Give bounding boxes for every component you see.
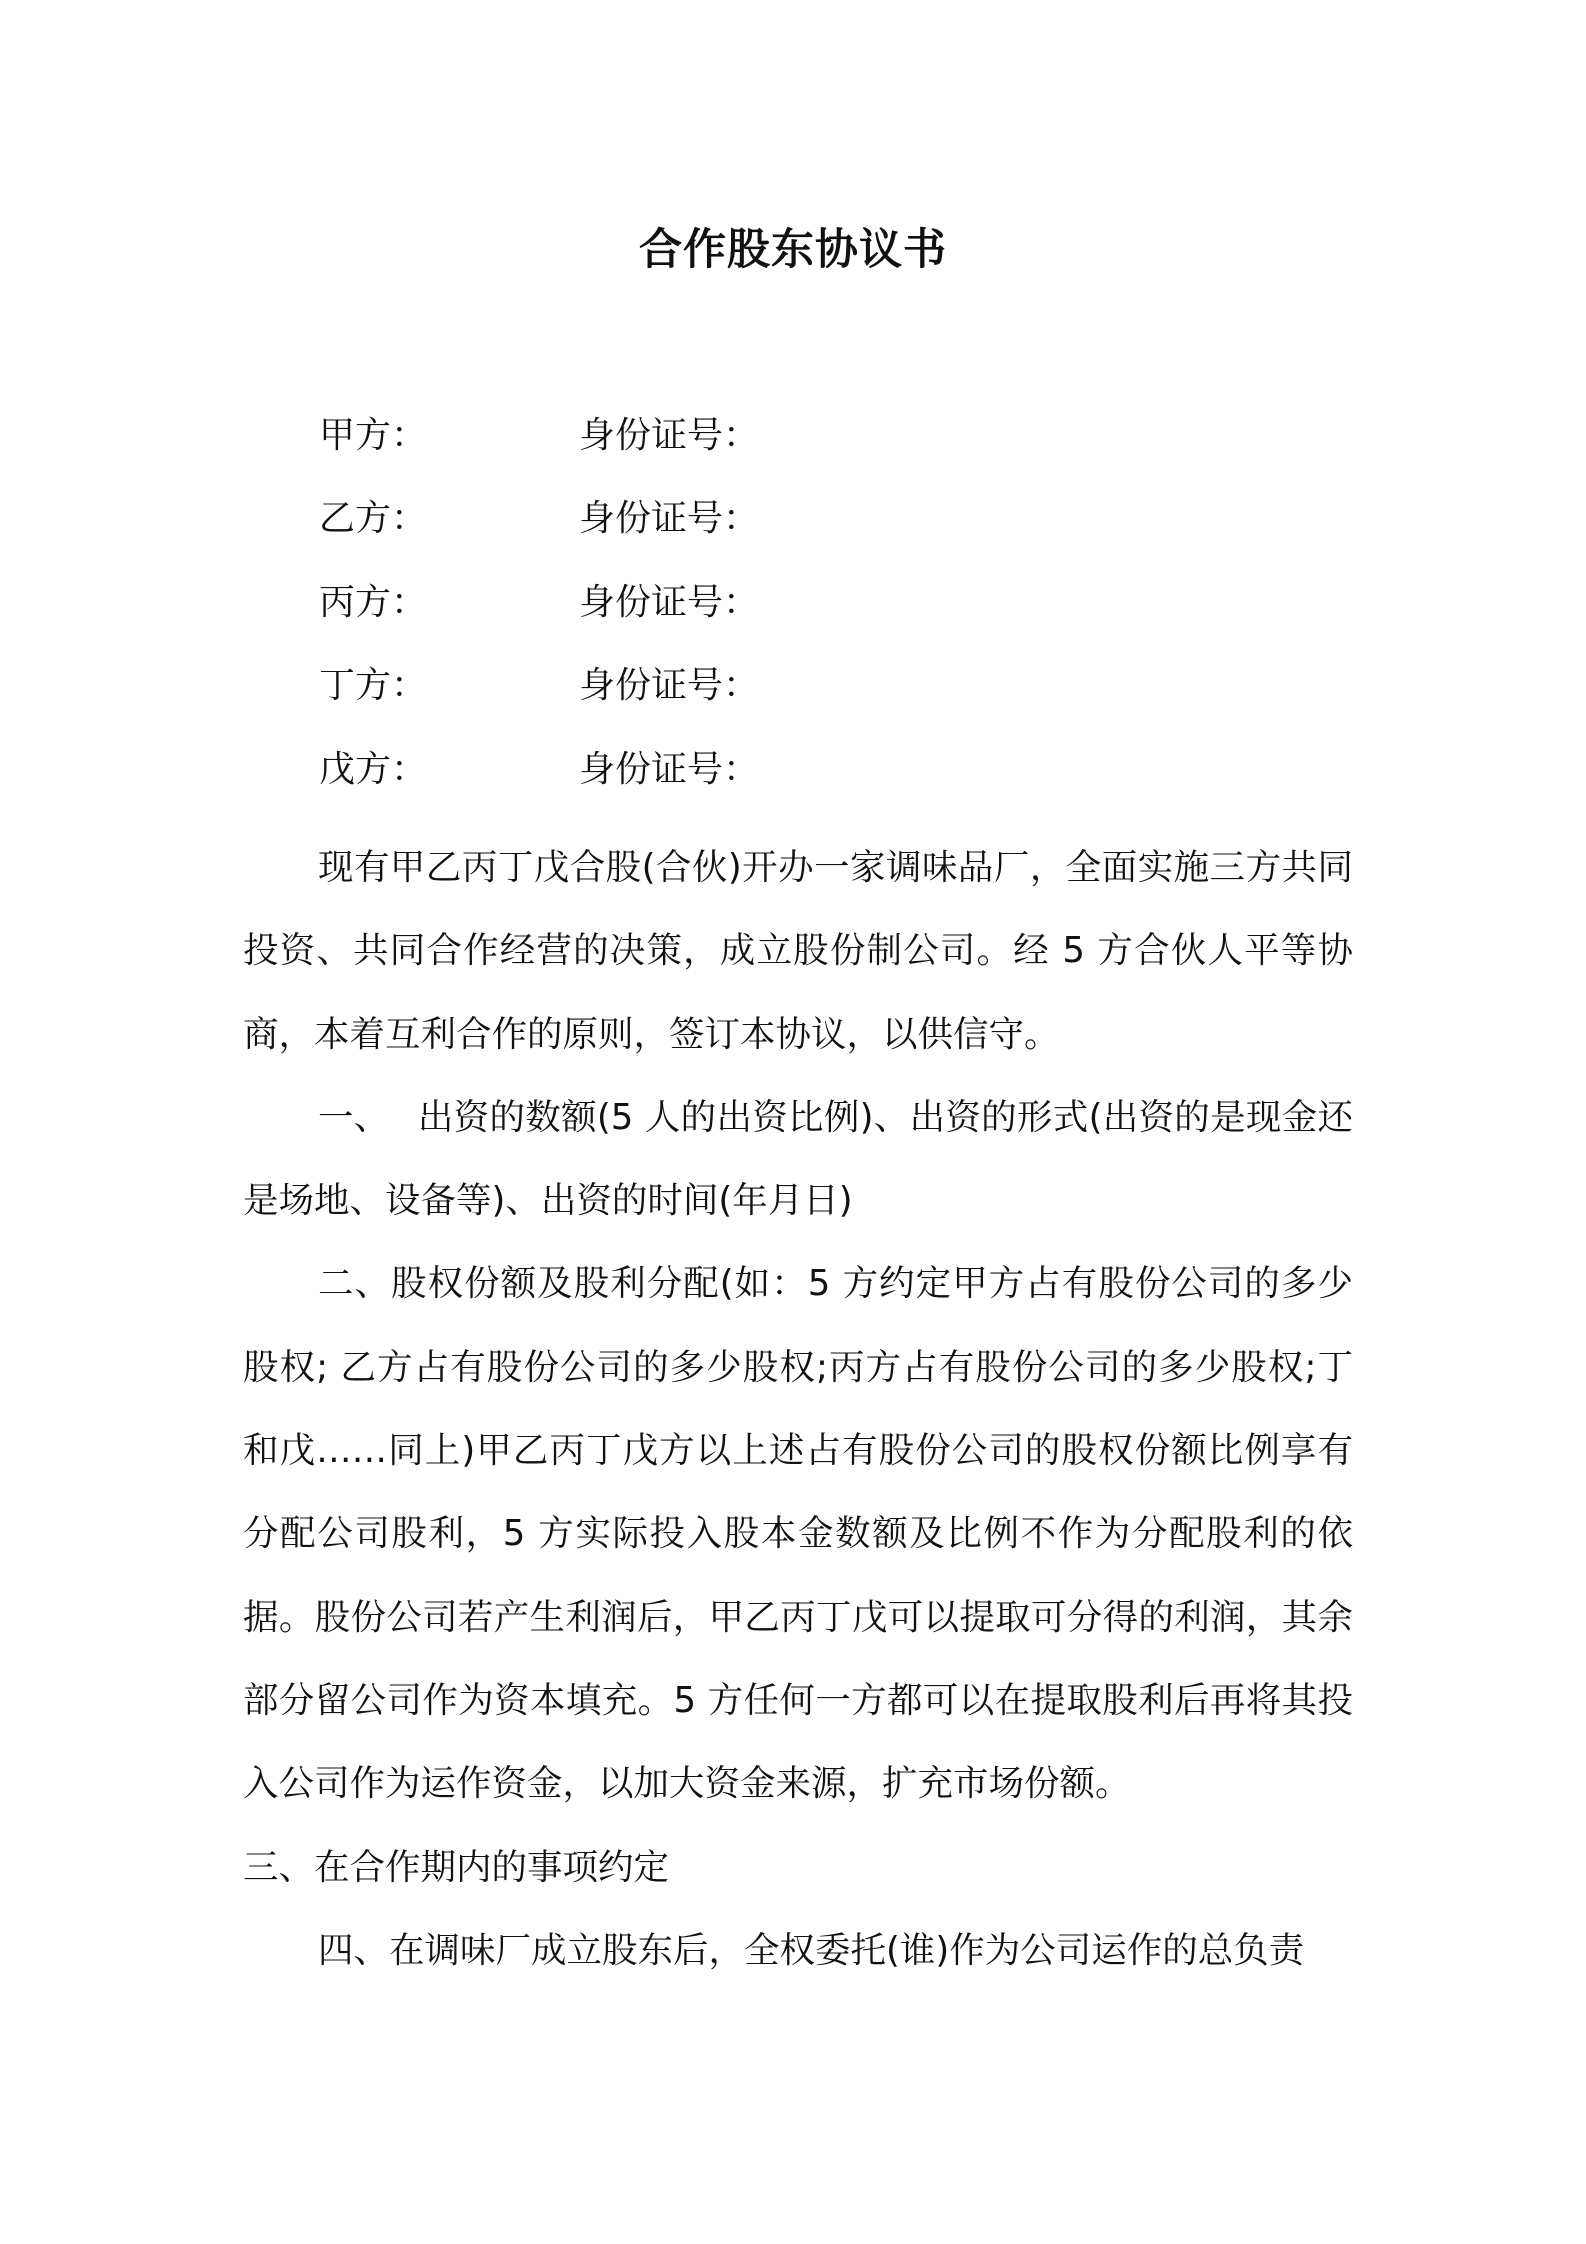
party-label: 丙方：: [319, 582, 428, 623]
party-row-ding: [319, 658, 1019, 714]
party-label: 甲方：: [319, 415, 428, 456]
party-row-bing: [319, 575, 1019, 631]
clause-4-paragraph: 四、在调味厂成立股东后，全权委托(谁)作为公司运作的总负责: [318, 1929, 1305, 1971]
id-number-label: 身份证号：: [579, 749, 760, 790]
clause-1-paragraph: [243, 1076, 1353, 1243]
clause-1-number: 一、: [318, 1096, 390, 1138]
clause-3-heading: 三、在合作期内的事项约定: [243, 1846, 670, 1888]
party-row-wu: [319, 742, 1019, 798]
clause-1-text: 出资的数额(5 人的出资比例)、出资的形式(出资的是现金还是场地、设备等)、出资的时间(年月日): [243, 1096, 1353, 1222]
clause-2-paragraph: 二、股权份额及股利分配(如：5 方约定甲方占有股份公司的多少股权; 乙方占有股份公司的多少股权;丙方占有股份公司的多少股权;丁和戊……同上)甲乙丙丁戊方以上述占有股份公司的股权份额比例享有分配公司股利，5 方实际投入股本金数额及比例不作为分配股利的依据。股份公司若产生利润后，甲乙丙丁戊可以提取可分得的利润，其余部分留公司作为资本填充。5 方任何一方都可以在提取股利后再将其投入公司作为运作资金，以加大资金来源，扩充市场份额。: [243, 1263, 1353, 1805]
id-number-label: 身份证号：: [579, 665, 760, 706]
id-number-label: 身份证号：: [579, 582, 760, 623]
party-label: 丁方：: [319, 665, 428, 706]
agreement-body: [243, 826, 1353, 1992]
party-row-yi: [319, 491, 1019, 547]
id-number-label: 身份证号：: [579, 498, 760, 539]
intro-paragraph: 现有甲乙丙丁戊合股(合伙)开办一家调味品厂，全面实施三方共同投资、共同合作经营的决策，成立股份制公司。经 5 方合伙人平等协商，本着互利合作的原则，签订本协议，以供信守。: [243, 847, 1353, 1055]
document-title: 合作股东协议书: [639, 225, 947, 275]
party-row-jia: [319, 408, 1019, 464]
party-label: 戊方：: [319, 749, 428, 790]
id-number-label: 身份证号：: [579, 415, 760, 456]
party-label: 乙方：: [319, 498, 428, 539]
